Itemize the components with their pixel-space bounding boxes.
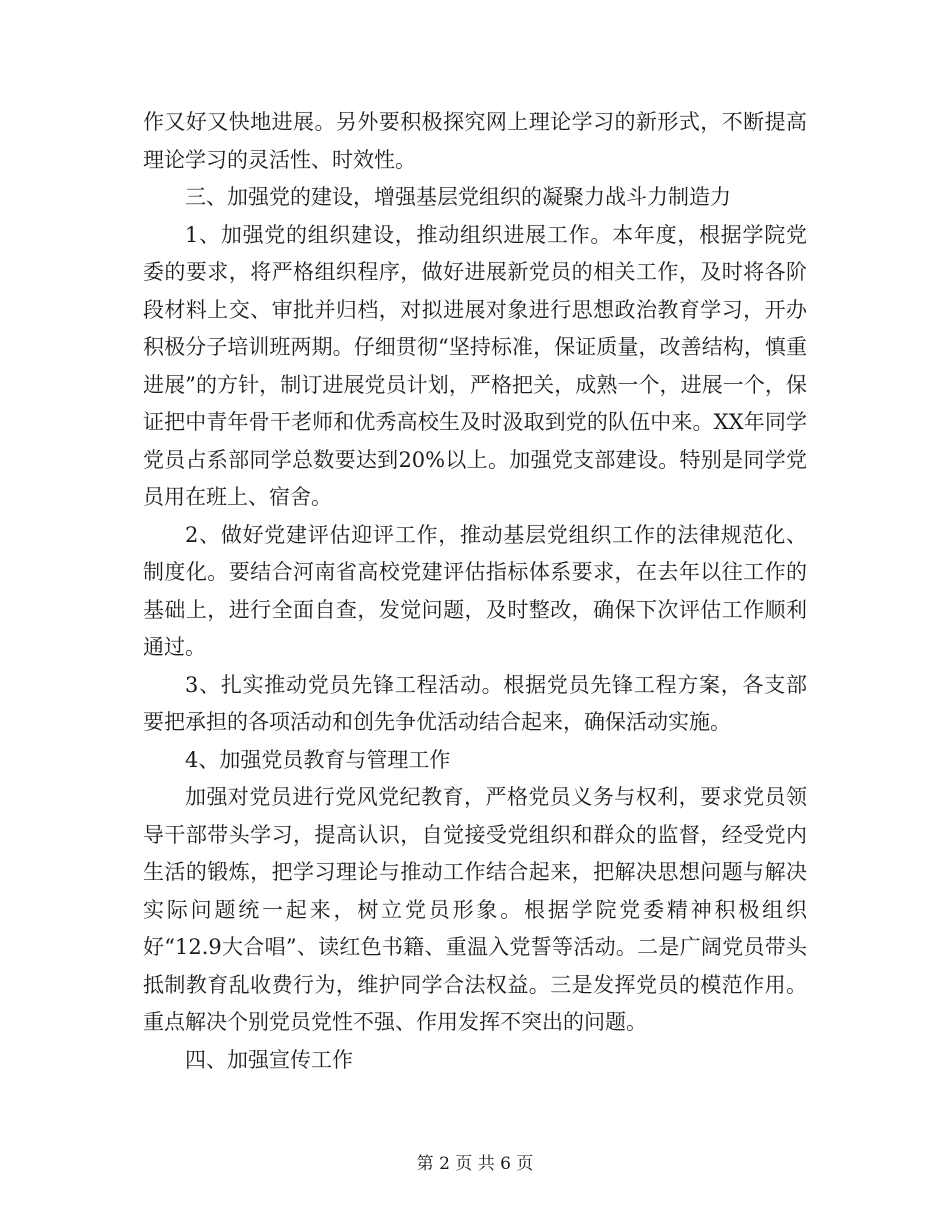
paragraph-continuation: 作又好又快地进展。另外要积极探究网上理论学习的新形式，不断提高理论学习的灵活性、时效性。 [143,110,807,172]
page-number-footer: 第 2 页 共 6 页 [416,1154,534,1174]
paragraph-organization-building: 1、加强党的组织建设，推动组织进展工作。本年度，根据学院党委的要求，将严格组织程序，做好进展新党员的相关工作，及时将各阶段材料上交、审批并归档，对拟进展对象进行思想政治教育学习，开办积极分子培训班两期。仔细贯彻“坚持标准，保证质量，改善结构，慎重进展”的方针，制订进展党员计划，严格把关，成熟一个，进展一个，保证把中青年骨干老师和优秀高校生及时汲取到党的队伍中来。XX年同学党员占系部同学总数要达到20%以上。加强党支部建设。特别是同学党员用在班上、宿舍。 [143,222,807,509]
subheading-member-education: 4、加强党员教育与管理工作 [185,747,451,772]
section-heading-party-building: 三、加强党的建设，增强基层党组织的凝聚力战斗力制造力 [185,185,731,209]
paragraph-evaluation-work: 2、做好党建评估迎评工作，推动基层党组织工作的法律规范化、制度化。要结合河南省高校党建评估指标体系要求，在去年以往工作的基础上，进行全面自查，发觉问题，及时整改，确保下次评估工作顺利通过。 [143,522,807,659]
paragraph-pioneer-project: 3、扎实推动党员先锋工程活动。根据党员先锋工程方案，各支部要把承担的各项活动和创先争优活动结合起来，确保活动实施。 [143,672,807,734]
document-body [143,104,807,1079]
section-heading-publicity: 四、加强宣传工作 [185,1047,353,1072]
paragraph-member-education: 加强对党员进行党风党纪教育，严格党员义务与权利，要求党员领导干部带头学习，提高认识，自觉接受党组织和群众的监督，经受党内生活的锻炼，把学习理论与推动工作结合起来，把解决思想问题与解决实际问题统一起来，树立党员形象。根据学院党委精神积极组织好“12.9大合唱”、读红色书籍、重温入党誓等活动。二是广阔党员带头抵制教育乱收费行为，维护同学合法权益。三是发挥党员的模范作用。重点解决个别党员党性不强、作用发挥不突出的问题。 [143,785,807,1034]
